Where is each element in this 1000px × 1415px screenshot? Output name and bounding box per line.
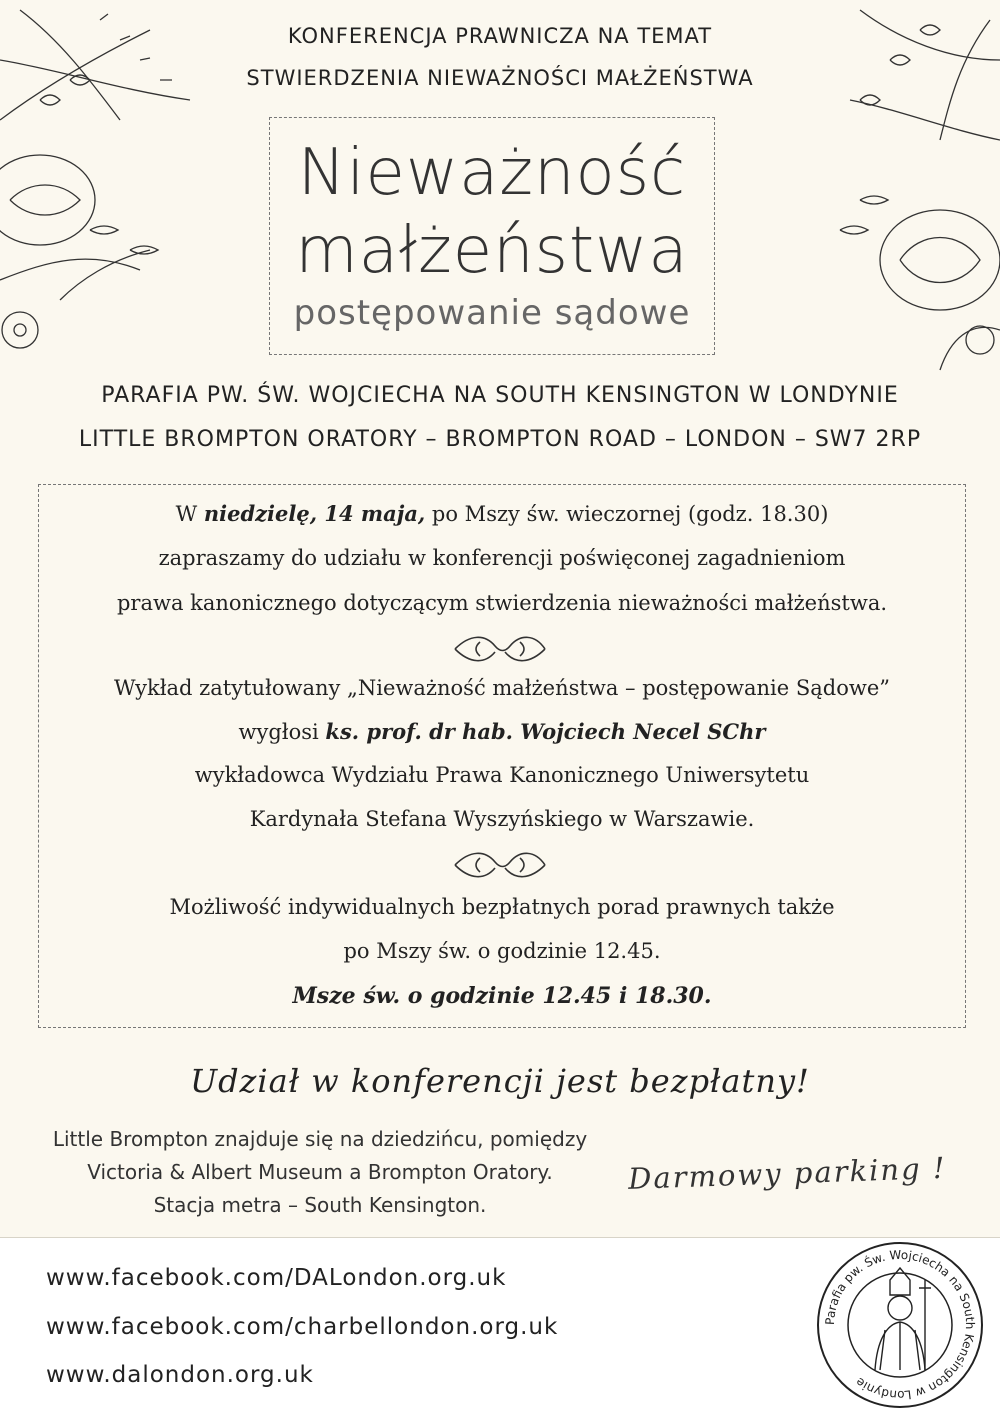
speaker-name: ks. prof. dr hab. Wojciech Necel SChr [325,719,766,744]
info-p3-line2: po Mszy św. o godzinie 12.45. [343,939,661,963]
info-p2-line1: Wykład zatytułowany „Nieważność małżeństwa – postępowanie Sądowe” [114,676,890,700]
floral-left-icon [0,0,230,380]
info-p1-post: po Mszy św. wieczornej (godz. 18.30) [425,502,829,526]
floral-right-icon [800,0,1000,380]
link-facebook-charbellondon[interactable]: www.facebook.com/charbellondon.org.uk [46,1314,559,1340]
info-p2-line2 [38,719,966,744]
info-p1-line1 [38,501,966,526]
info-p2-line4: Kardynała Stefana Wyszyńskiego w Warszawie. [249,807,755,831]
title-line-2: małżeństwa [295,214,689,288]
free-admission-note: Udział w konferencji jest bezpłatny! [190,1062,810,1100]
header-line-1: KONFERENCJA PRAWNICZA NA TEMAT [287,24,713,48]
location-line-2: Victoria & Albert Museum a Brompton Oratory. [87,1160,553,1184]
venue-line-1: PARAFIA PW. ŚW. WOJCIECHA NA SOUTH KENSINGTON W LONDYNIE [101,383,899,408]
link-facebook-dalondon[interactable]: www.facebook.com/DALondon.org.uk [46,1265,507,1291]
free-parking-note: Darmowy parking ! [627,1150,947,1196]
location-line-1: Little Brompton znajduje się na dziedzińcu, pomiędzy [52,1127,588,1151]
event-date: niedzielę, 14 maja, [203,501,426,526]
title-line-1: Nieważność [297,136,687,210]
title-subtitle: postępowanie sądowe [293,293,691,333]
location-line-3: Stacja metra – South Kensington. [153,1193,487,1217]
info-p1-line2: zapraszamy do udziału w konferencji poświęconej zagadnieniom [158,546,846,570]
seal-text: Parafia pw. Św. Wojciecha na South Kensington w Londynie [822,1247,978,1403]
flourish-divider-icon [450,848,550,882]
info-p2-line3: wykładowca Wydziału Prawa Kanonicznego Uniwersytetu [194,763,810,787]
mass-times: Msze św. o godzinie 12.45 i 18.30. [292,983,712,1009]
parish-seal-icon [815,1240,985,1410]
info-p1-pre: W [175,502,204,526]
info-p1-line3: prawa kanonicznego dotyczącym stwierdzenia nieważności małżeństwa. [116,591,888,615]
flourish-divider-icon [450,632,550,666]
info-p2-pre: wygłosi [238,720,326,744]
info-p3-line1: Możliwość indywidualnych bezpłatnych porad prawnych także [169,895,835,919]
header-line-2: STWIERDZENIA NIEWAŻNOŚCI MAŁŻEŃSTWA [246,66,754,90]
link-dalondon-website[interactable]: www.dalondon.org.uk [46,1362,314,1388]
venue-line-2: LITTLE BROMPTON ORATORY – BROMPTON ROAD – LONDON – SW7 2RP [78,427,922,452]
